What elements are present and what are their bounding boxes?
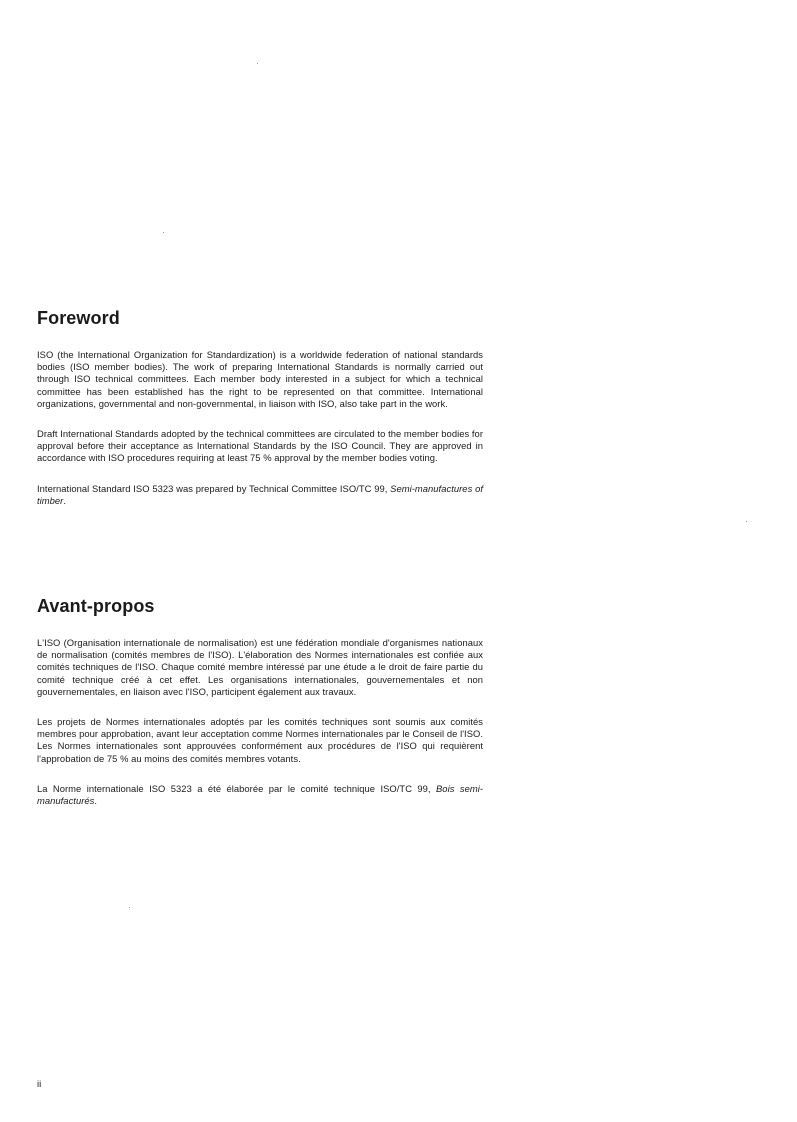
foreword-paragraph-3-end: . bbox=[63, 494, 67, 506]
scan-speck bbox=[746, 521, 747, 522]
scan-speck bbox=[129, 907, 130, 908]
avant-propos-paragraph-3 bbox=[37, 783, 483, 807]
foreword-heading: Foreword bbox=[37, 308, 120, 328]
avant-propos-heading: Avant-propos bbox=[37, 596, 155, 616]
scan-speck bbox=[257, 63, 258, 64]
scan-speck bbox=[163, 232, 164, 233]
avant-propos-paragraph-2: Les projets de Normes internationales adoptés par les comités techniques sont soumis aux comités membres pour approbation, avant leur acceptation comme Normes internationales par le Conseil de l'ISO. Les Normes internationales sont approuvées conformément aux procédures de l'ISO qui requièrent l'approbation de 75 % au moins des comités membres votants. bbox=[37, 716, 483, 764]
foreword-paragraph-1: ISO (the International Organization for Standardization) is a worldwide federation of national standards bodies (ISO member bodies). The work of preparing International Standards is normally carried out through ISO technical committees. Each member body interested in a subject for which a technical committee has been established has the right to be represented on that committee. International organizations, governmental and non-governmental, in liaison with ISO, also take part in the work. bbox=[37, 349, 483, 409]
avant-propos-paragraph-1: L'ISO (Organisation internationale de normalisation) est une fédération mondiale d'organismes nationaux de normalisation (comités membres de l'ISO). L'élaboration des Normes internationales est confiée aux comités techniques de l'ISO. Chaque comité membre intéressé par une étude a le droit de faire partie du comité technique créé à cet effet. Les organisations internationales, gouvernementales et non gouvernementales, en liaison avec l'ISO, participent également aux travaux. bbox=[37, 637, 483, 697]
foreword-paragraph-2: Draft International Standards adopted by the technical committees are circulated to the member bodies for approval before their acceptance as International Standards by the ISO Council. They are approved in accordance with ISO procedures requiring at least 75 % approval by the member bodies voting. bbox=[37, 428, 483, 464]
avant-propos-paragraph-3-text: La Norme internationale ISO 5323 a été élaborée par le comité technique ISO/TC 99, bbox=[37, 782, 436, 794]
avant-propos-paragraph-3-end: . bbox=[94, 795, 98, 807]
foreword-paragraph-3 bbox=[37, 483, 483, 507]
avant-propos-section bbox=[37, 595, 483, 807]
foreword-committee-title: Semi-manufactures of timber bbox=[37, 482, 483, 506]
foreword-section bbox=[37, 307, 483, 507]
page-number: ii bbox=[37, 1079, 42, 1090]
foreword-paragraph-3-text: International Standard ISO 5323 was prepared by Technical Committee ISO/TC 99, bbox=[37, 482, 391, 494]
avant-propos-committee-title: Bois semi-manufacturés bbox=[37, 782, 483, 807]
